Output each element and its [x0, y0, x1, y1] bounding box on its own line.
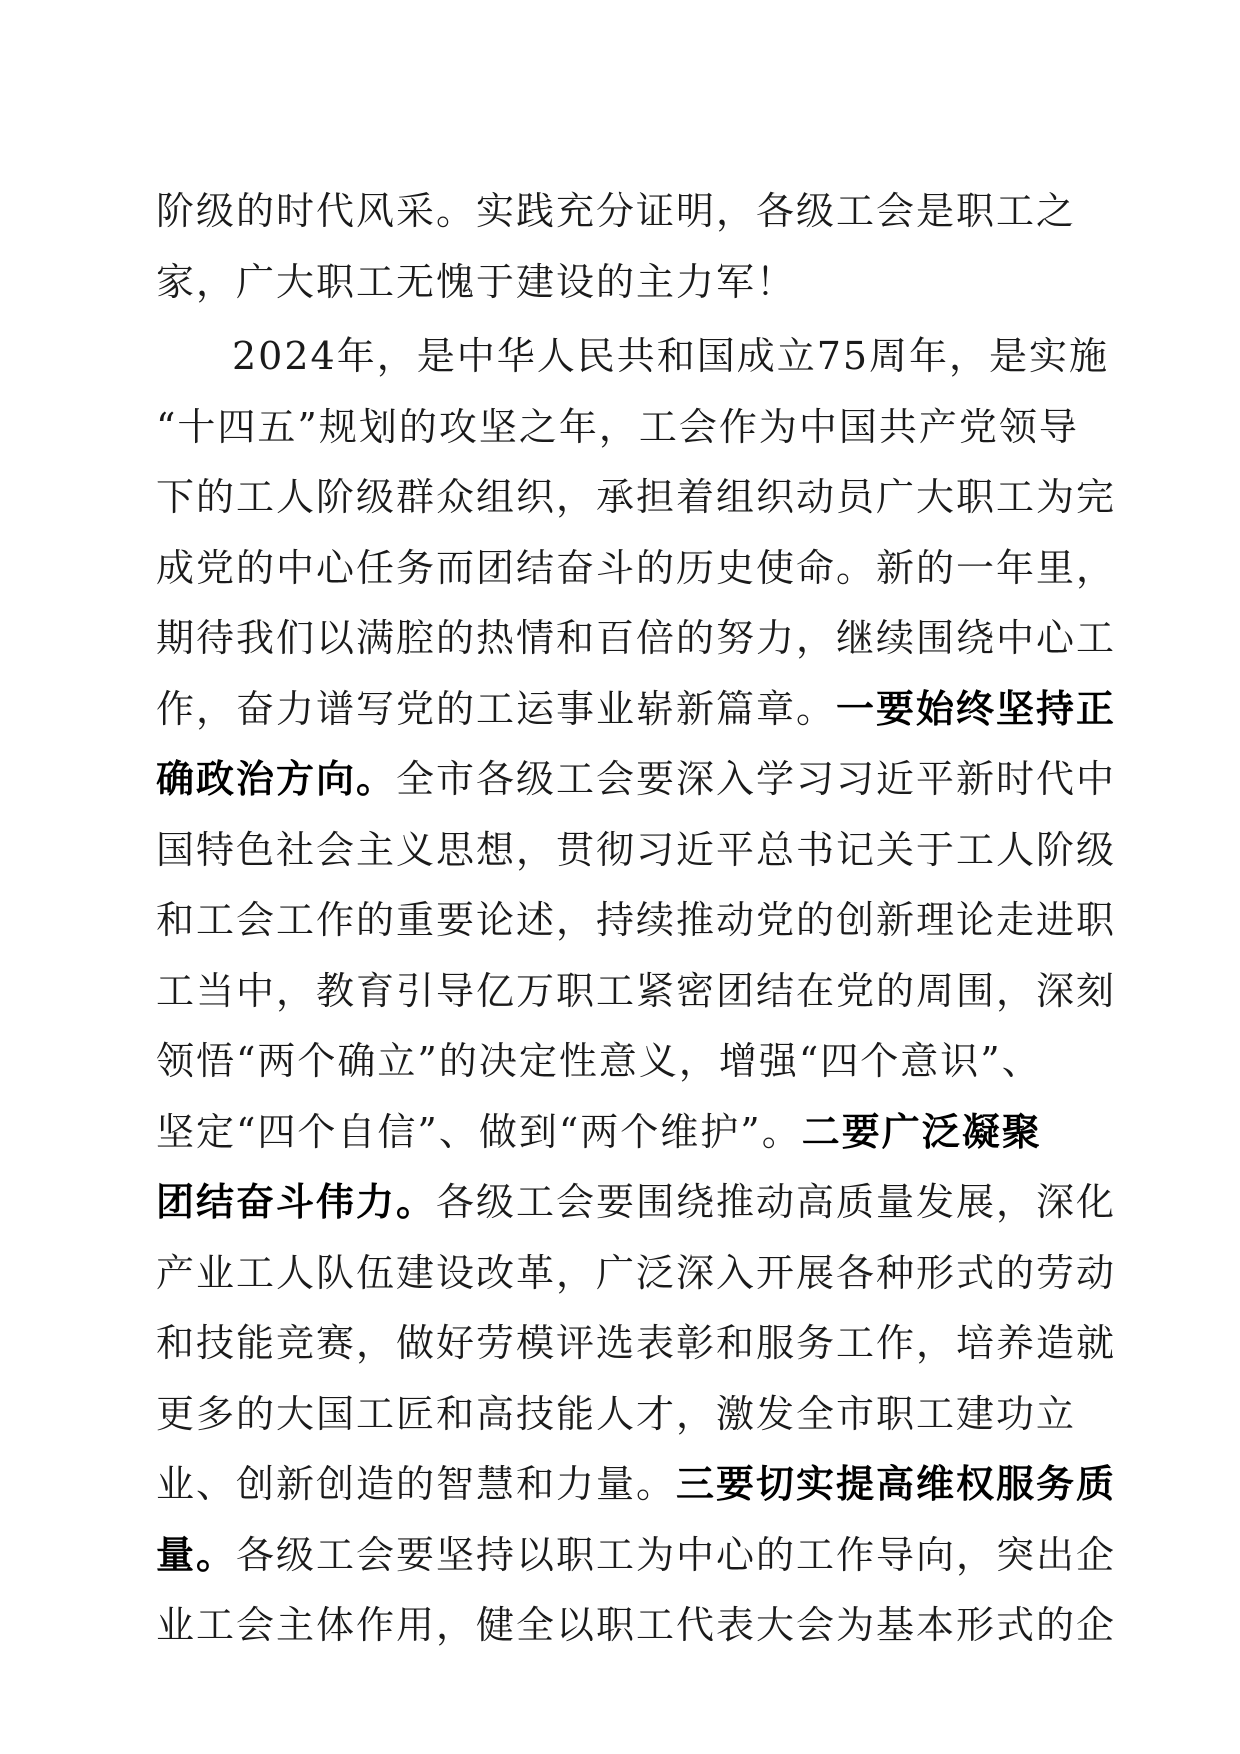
paragraph-2 [156, 321, 1117, 1661]
text-line: 国特色社会主义思想，贯彻习近平总书记关于工人阶级 [156, 827, 1117, 872]
text-line: 下的工人阶级群众组织，承担着组织动员广大职工为完 [156, 475, 1117, 519]
section-heading-2: 二要广泛凝聚 [801, 1109, 1042, 1154]
text-line [156, 674, 1117, 745]
text-line [156, 1167, 1117, 1238]
text-line: 业工会主体作用，健全以职工代表大会为基本形式的企 [156, 1603, 1117, 1647]
section-heading-1: 一要始终坚持正 [836, 686, 1117, 731]
text-line [156, 744, 1117, 815]
text-line: 产业工人队伍建设改革，广泛深入开展各种形式的劳动 [156, 1250, 1117, 1295]
text-line: 和技能竞赛，做好劳模评选表彰和服务工作，培养造就 [156, 1321, 1117, 1365]
text-line: 期待我们以满腔的热情和百倍的努力，继续围绕中心工 [156, 616, 1117, 660]
text-line: 2024年，是中华人民共和国成立75周年，是实施 [232, 334, 1110, 378]
text-line: 成党的中心任务而团结奋斗的历史使命。新的一年里， [156, 545, 1117, 590]
text-line [156, 1449, 1117, 1520]
line-text: 坚定“四个自信”、做到“两个维护”。 [156, 1109, 802, 1154]
text-line: “十四五”规划的攻坚之年，工会作为中国共产党领导 [156, 404, 1079, 449]
line-text: 各级工会要围绕推动高质量发展，深化 [436, 1180, 1117, 1224]
section-heading-3-cont: 量。 [156, 1532, 237, 1577]
text-line: 和工会工作的重要论述，持续推动党的创新理论走进职 [156, 898, 1117, 942]
line-text: 业、创新创造的智慧和力量。 [156, 1462, 677, 1506]
text-line [156, 1097, 1076, 1168]
line-text: 各级工会要坚持以职工为中心的工作导向，突出企 [236, 1532, 1117, 1577]
text-line [156, 1520, 1117, 1591]
section-heading-2-cont: 团结奋斗伟力。 [156, 1180, 437, 1224]
line-text: 作，奋力谱写党的工运事业崭新篇章。 [156, 686, 837, 731]
text-line: 工当中，教育引导亿万职工紧密团结在党的周围，深刻 [156, 968, 1117, 1013]
document-body [156, 176, 1117, 1661]
text-line: 更多的大国工匠和高技能人才，激发全市职工建功立 [156, 1391, 1077, 1436]
text-line: 领悟“两个确立”的决定性意义，增强“四个意识”、 [156, 1039, 1042, 1083]
line-text: 全市各级工会要深入学习习近平新时代中 [396, 757, 1117, 801]
section-heading-1-cont: 确政治方向。 [156, 757, 397, 801]
text-line: 阶级的时代风采。实践充分证明，各级工会是职工之 [156, 189, 1077, 233]
text-line: 家，广大职工无愧于建设的主力军！ [156, 259, 797, 304]
section-heading-3: 三要切实提高维权服务质 [676, 1462, 1117, 1506]
paragraph-1 [156, 176, 1076, 317]
